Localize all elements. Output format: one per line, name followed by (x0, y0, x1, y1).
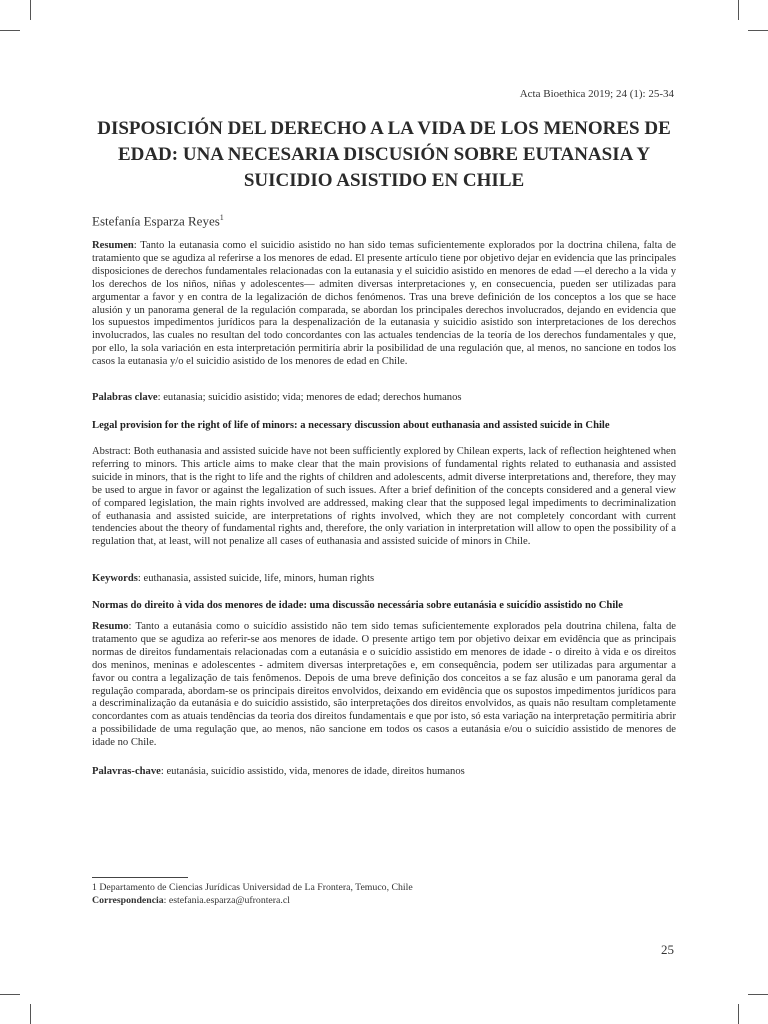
spanish-keywords (92, 392, 676, 405)
english-keywords (92, 573, 676, 586)
footnote-affiliation: 1 Departamento de Ciencias Jurídicas Universidad de La Frontera, Temuco, Chile (92, 882, 413, 893)
author-name: Estefanía Esparza Reyes (92, 213, 220, 229)
spanish-abstract (92, 240, 676, 369)
footnote-divider (92, 877, 188, 878)
crop-mark-bottom-left-h (0, 994, 20, 995)
portuguese-title: Normas do direito à vida dos menores de idade: uma discussão necessária sobre eutanásia e suicídio assistido no Chile (92, 600, 623, 611)
page-number: 25 (661, 942, 674, 957)
english-abstract: Abstract: Both euthanasia and assisted suicide have not been sufficiently explored by Chilean experts, lack of reflection heightened when referring to minors. This article aims to make clear that the main provisions of fundamental rights related to euthanasia and assisted suicide in minors, that is the right to life and the rights of children and adolescents, admit diverse interpretations and, therefore, they may be used to argue in favor or against the legalization of such issues. After a brief definition of the concepts considered and a general view of compared legislation, the main rights involved are addressed, making clear that the supposed legal impediments to decriminalization of euthanasia and assisted suicide, are interpretations of rights involved, which they are not completely concordant with current tendencies about the theory of fundamental rights and, therefore, the only variation in interpretation will allow to open the possibility of a regulation that, at least, will not penalize all cases of euthanasia and assisted suicide of minors in Chile. (92, 446, 676, 548)
article-title: DISPOSICIÓN DEL DERECHO A LA VIDA DE LOS MENORES DE EDAD: UNA NECESARIA DISCUSIÓN SOBRE EUTANASIA Y SUICIDIO ASISTIDO EN CHILE (97, 118, 671, 191)
english-keywords-text: : euthanasia, assisted suicide, life, minors, human rights (137, 573, 375, 584)
correspondence-label: Correspondencia (92, 895, 164, 906)
spanish-keywords-text: : eutanasia; suicidio asistido; vida; menores de edad; derechos humanos (157, 392, 462, 403)
crop-mark-bottom-left-v (30, 1004, 31, 1024)
correspondence-email: : estefania.esparza@ufrontera.cl (163, 895, 290, 906)
portuguese-keywords-text: : eutanásia, suicídio assistido, vida, menores de idade, direitos humanos (160, 766, 465, 777)
journal-reference: Acta Bioethica 2019; 24 (1): 25-34 (519, 88, 674, 100)
crop-mark-top-right-h (748, 30, 768, 31)
portuguese-keywords-label: Palavras-chave (92, 766, 161, 777)
author-footnote-marker: 1 (219, 213, 224, 222)
footnote-correspondence (92, 895, 290, 907)
portuguese-keywords (92, 766, 676, 779)
crop-mark-bottom-right-v (738, 1004, 739, 1024)
author-line (92, 213, 224, 229)
crop-mark-top-left-v (30, 0, 31, 20)
portuguese-abstract-text: : Tanto a eutanásia como o suicídio assistido não tem sido temas suficientemente explorados pela doutrina chilena, falta de tratamento que se agudiza ao referir-se aos menores de idade. O presente artigo tem por objetivo deixar em evidência que as principais normas de direitos fundamentais relacionadas com a eutanásia e o suicídio assistido em menores de idade - o direito à vida e os direitos dos meninos, meninas e adolescentes - admitem diversas interpretações e, em consequência, podem ser utilizadas para argumentar a favor ou contra a legalização de tais fenômenos. Depois de uma breve definição dos conceitos a se faz alusão e um panorama geral da regulação comparada, abordam-se os principais direitos envolvidos, deixando em evidência que os supostos impedimentos jurídicos para a descriminalização da eutanásia e do suicídio assistido, são interpretações dos direitos envolvidos, as quais não resultam completamente concordantes com as atuais tendências da teoria dos direitos fundamentais e que por isto, só esta variação na interpretação permitiria abrir a possibilidade de uma regulação que, ao menos, não sancione em todos os casos a eutanásia e/ou o suicídio assistido de menores de idade no Chile. (92, 621, 676, 749)
spanish-abstract-label: Resumen (92, 240, 134, 251)
spanish-keywords-label: Palabras clave (92, 392, 158, 403)
crop-mark-bottom-right-h (748, 994, 768, 995)
crop-mark-top-right-v (738, 0, 739, 20)
crop-mark-top-left-h (0, 30, 20, 31)
english-title: Legal provision for the right of life of minors: a necessary discussion about euthanasia and assisted suicide in Chile (92, 420, 610, 431)
spanish-abstract-text: : Tanto la eutanasia como el suicidio asistido no han sido temas suficientemente explorados por la doctrina chilena, falta de tratamiento que se agudiza al referirse a los menores de edad. El presente artículo tiene por objetivo dejar en evidencia que las principales disposiciones de derechos fundamentales relacionadas con la eutanasia y el suicidio asistido en menores de edad —el derecho a la vida y los derechos de los niños, niñas y adolescentes— admiten diversas interpretaciones y, en consecuencia, pueden ser utilizadas para argumentar a favor y en contra de la legalización de dichos fenómenos. Tras una breve definición de los conceptos a los que se hace alusión y un panorama general de la regulación comparada, se abordan los principales derechos involucrados, dejando en evidencia que los supuestos impedimentos jurídicos para la despenalización de la eutanasia y suicidio asistido son interpretaciones de los derechos involucrados, las cuales no resultan del todo concordantes con las actuales tendencias de la teoría de los derechos fundamentales y que, por ello, la sola variación en esta interpretación permitiría abrir la posibilidad de una regulación que, al menos, no sancione en todos los casos la eutanasia y/o el suicidio asistido de los menores de edad en Chile. (92, 240, 676, 368)
portuguese-abstract-label: Resumo (92, 621, 129, 632)
portuguese-abstract (92, 621, 676, 750)
english-keywords-label: Keywords (92, 573, 138, 584)
